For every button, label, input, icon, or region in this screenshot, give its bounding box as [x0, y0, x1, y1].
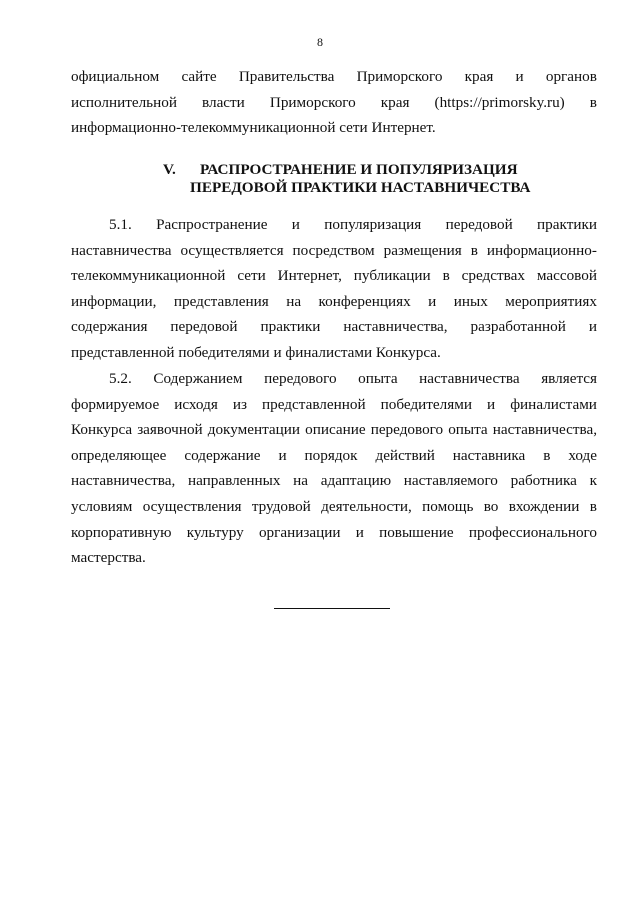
text-word: документации	[207, 421, 301, 439]
text-word: практики	[260, 318, 321, 336]
text-word: наставничества,	[343, 318, 448, 336]
text-word: сети	[237, 267, 266, 285]
text-word: помощь	[422, 497, 474, 515]
text-word: телекоммуникационной	[71, 267, 226, 285]
text-word: посредством	[292, 241, 375, 259]
text-word: наставника	[452, 446, 526, 464]
text-word: содержания	[71, 318, 148, 336]
text-line	[71, 443, 597, 469]
text-word: наставничества	[71, 241, 172, 259]
text-word: профессионального	[468, 523, 597, 541]
text-word: власти	[202, 93, 245, 111]
text-word: сайте	[181, 68, 217, 85]
text-word: опыта	[448, 421, 488, 439]
text-word: передовой	[445, 216, 513, 233]
text-word: размещения	[383, 241, 462, 259]
text-word: исполнительной	[71, 93, 177, 111]
text-word: заявочной	[137, 421, 203, 439]
text-line	[71, 238, 597, 264]
intro-paragraph	[71, 64, 597, 141]
text-word: 5.1.	[109, 216, 132, 233]
text-word: наставничества	[419, 370, 520, 387]
text-line	[71, 520, 597, 546]
text-line	[71, 392, 597, 418]
text-word: и	[487, 395, 496, 413]
text-word: официальном	[71, 68, 160, 85]
text-word: вхождении	[508, 497, 580, 515]
end-divider-line	[274, 608, 390, 609]
text-word: наставляемого	[403, 472, 498, 490]
text-word: мастерства.	[71, 549, 146, 567]
text-line	[71, 289, 597, 315]
text-word: из	[232, 395, 247, 413]
text-line	[71, 494, 597, 520]
text-word: в	[442, 267, 450, 285]
text-word: действий	[375, 446, 435, 464]
text-word: в	[543, 446, 551, 464]
text-word: в	[589, 93, 597, 111]
text-word: определяющее	[71, 446, 167, 464]
text-line	[71, 468, 597, 494]
text-word: информационно-	[486, 241, 597, 259]
text-word: наставничества,	[492, 421, 597, 439]
text-word: передовой	[170, 318, 238, 336]
text-line	[71, 115, 597, 141]
text-word: культуру	[186, 523, 244, 541]
text-word: к	[589, 472, 597, 490]
page-number: 8	[317, 35, 323, 49]
text-word: на	[286, 292, 302, 310]
text-line	[71, 545, 597, 571]
text-line	[71, 366, 597, 392]
text-word: информации,	[71, 292, 157, 310]
text-word: практики	[537, 216, 597, 233]
text-word: в	[589, 497, 597, 515]
section-number: V.	[163, 161, 176, 178]
text-word: представленной	[262, 395, 366, 413]
text-word: и	[355, 523, 364, 541]
text-word: описание	[305, 421, 366, 439]
text-word: на	[293, 472, 309, 490]
text-word: осуществления	[142, 497, 242, 515]
text-word: наставничества,	[71, 472, 176, 490]
text-word: Содержанием	[153, 370, 243, 387]
text-word: повышение	[379, 523, 454, 541]
paragraph-5-2	[71, 366, 597, 571]
text-word: популяризация	[324, 216, 422, 233]
text-word: содержание	[184, 446, 261, 464]
text-line	[71, 340, 597, 366]
text-word: средствах	[461, 267, 525, 285]
section-title-line1: РАСПРОСТРАНЕНИЕ И ПОПУЛЯРИЗАЦИЯ	[200, 161, 518, 178]
text-word: представления	[173, 292, 269, 310]
section-title-line2: ПЕРЕДОВОЙ ПРАКТИКИ НАСТАВНИЧЕСТВА	[190, 179, 531, 196]
text-word: мероприятиях	[505, 292, 597, 310]
text-word: осуществляется	[180, 241, 284, 259]
text-word: (https://primorsky.ru)	[434, 93, 565, 111]
text-word: публикации	[353, 267, 431, 285]
text-word: Приморского	[356, 68, 443, 85]
text-line	[71, 64, 597, 90]
text-word: представленной победителями и финалистами Конкурса.	[71, 343, 441, 361]
text-word: Распространение	[156, 216, 268, 233]
text-word: и	[588, 318, 597, 336]
paragraph-5-1	[71, 212, 597, 366]
text-word: финалистами	[510, 395, 597, 413]
text-word: информационно-телекоммуникационной сети Интернет.	[71, 119, 436, 137]
text-word: и	[428, 292, 437, 310]
text-word: Интернет,	[277, 267, 342, 285]
text-word: разработанной	[470, 318, 566, 336]
text-word: органов	[545, 68, 597, 85]
text-line	[71, 417, 597, 443]
text-word: является	[541, 370, 597, 387]
text-word: Конкурса	[71, 421, 133, 439]
text-word: работника	[510, 472, 577, 490]
text-word: направленных	[187, 472, 281, 490]
text-word: формируемое	[71, 395, 160, 413]
text-word: корпоративную	[71, 523, 172, 541]
text-line	[71, 90, 597, 116]
text-word: победителями	[380, 395, 472, 413]
text-word: передового	[264, 370, 337, 387]
text-word: организации	[258, 523, 341, 541]
text-word: опыта	[358, 370, 398, 387]
text-word: Приморского	[269, 93, 356, 111]
text-word: передового	[370, 421, 444, 439]
text-word: и	[278, 446, 287, 464]
text-word: иных	[453, 292, 488, 310]
text-line	[71, 212, 597, 238]
text-word: Правительства	[238, 68, 335, 85]
text-word: во	[483, 497, 499, 515]
text-word: адаптацию	[320, 472, 392, 490]
text-word: в	[470, 241, 478, 259]
text-word: и	[515, 68, 524, 85]
text-line	[71, 263, 597, 289]
text-word: конференциях	[318, 292, 411, 310]
text-line	[71, 314, 597, 340]
text-word: и	[291, 216, 300, 233]
text-word: исходя	[174, 395, 218, 413]
text-word: порядок	[304, 446, 358, 464]
text-word: края	[464, 68, 494, 85]
text-word: деятельности,	[321, 497, 412, 515]
text-word: края	[380, 93, 410, 111]
text-word: ходе	[568, 446, 597, 464]
text-word: условиям	[71, 497, 133, 515]
text-word: 5.2.	[109, 370, 132, 387]
text-word: трудовой	[251, 497, 311, 515]
text-word: массовой	[536, 267, 597, 285]
